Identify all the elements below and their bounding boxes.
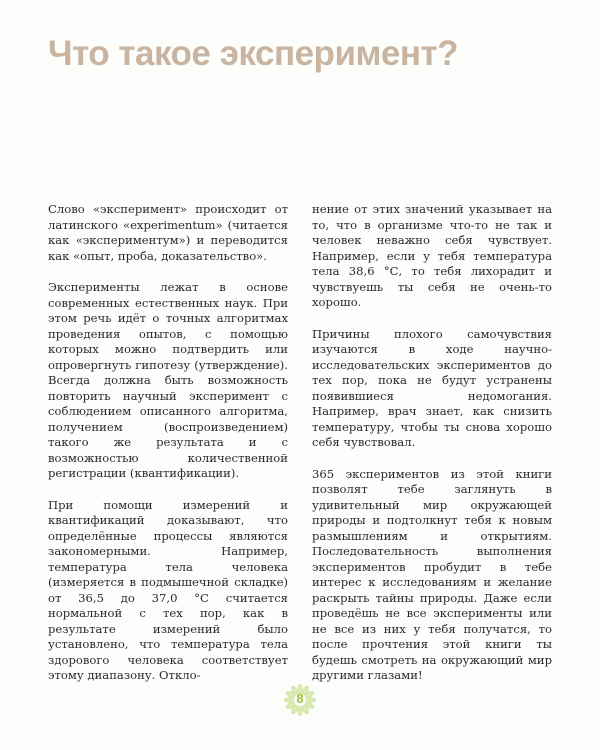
paragraph: При помощи измерений и квантификаций доказывают, что определённые процессы являются закономерными. Например, температура тела человека (измеряется в подмышечной складке) от 36,5 до 37,0 °С считается нормальной с тех пор, как в результате измерений было установлено, что температура тела здорового человека соответствует этому диапазону. Откло- <box>48 497 288 682</box>
page-title: Что такое эксперимент? <box>48 34 458 73</box>
text-column-right <box>312 202 552 700</box>
page-number: 8 <box>296 691 304 706</box>
paragraph: Причины плохого самочувствия изучаются в ходе научно-исследовательских экспериментов до тех пор, пока не будут устранены появившиеся недомогания. Например, врач знает, как снизить температуру, чтобы ты снова хорошо себя чувствовал. <box>312 326 552 449</box>
paragraph: нение от этих значений указывает на то, что в организме что-то не так и человек неважно себя чувствует. Например, если у тебя температура тела 38,6 °С, то тебя лихорадит и чувствуешь ты себя не очень-то хорошо. <box>312 202 552 309</box>
paragraph: Эксперименты лежат в основе современных естественных наук. При этом речь идёт о точных алгоритмах проведения опытов, с помощью которых можно подтвердить или опровергнуть гипотезу (утверждение). Всегда должна быть возможность повторить научный эксперимент с соблюдением описанного алгоритма, получением (воспроизведением) такого же результата и с возможностью количественной регистрации (квантификации). <box>48 280 288 480</box>
paragraph: Слово «эксперимент» происходит от латинского «experimentum» (читается как «экспериментум») и переводится как «опыт, проба, доказательство». <box>48 202 288 263</box>
page-number-badge <box>283 683 317 717</box>
paragraph: 365 экспериментов из этой книги позволят тебе заглянуть в удивительный мир окружающей природы и подтолкнут тебя к новым размышлениям и открытиям. Последовательность выполнения экспериментов пробудит в тебе интерес к исследованиям и желание раскрыть тайны природы. Даже если проведёшь не все эксперименты или не все из них у тебя получатся, то после прочтения этой книги ты будешь смотреть на окружающий мир другими глазами! <box>312 466 552 682</box>
text-column-left <box>48 202 288 700</box>
